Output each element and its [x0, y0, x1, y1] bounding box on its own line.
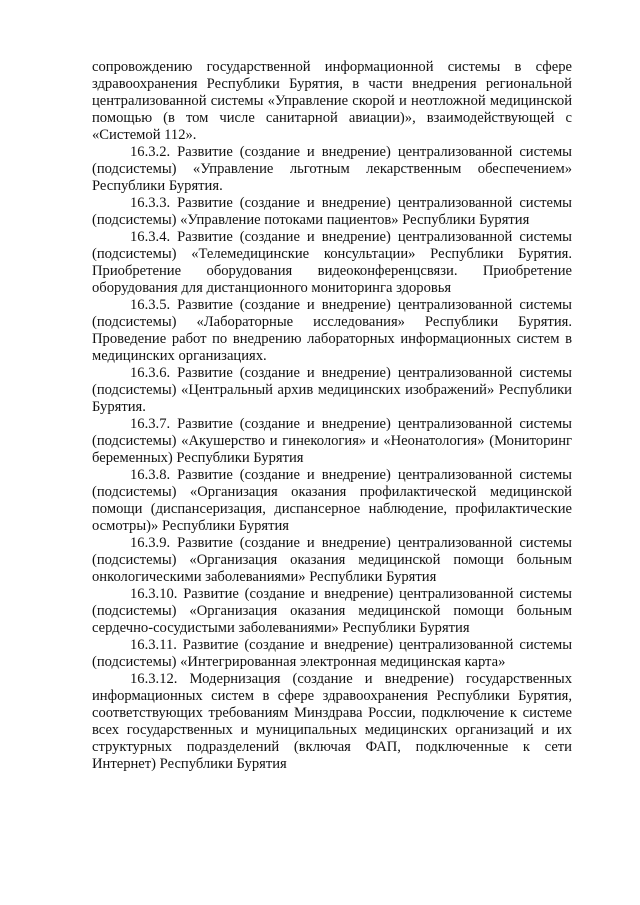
- paragraph-continuation: сопровождению государственной информационной системы в сфере здравоохранения Республики Бурятия, в части внедрения региональной централизованной системы «Управление скорой и неотложной медицинской помощью (в том числе санитарной авиации)», взаимодействующей с «Системой 112».: [92, 59, 572, 143]
- paragraph-16-3-3: 16.3.3. Развитие (создание и внедрение) централизованной системы (подсистемы) «Управление потоками пациентов» Республики Бурятия: [92, 195, 572, 228]
- paragraph-16-3-7: 16.3.7. Развитие (создание и внедрение) централизованной системы (подсистемы) «Акушерство и гинекология» и «Неонатология» (Мониторинг беременных) Республики Бурятия: [92, 416, 572, 466]
- document-page: [92, 59, 572, 773]
- paragraph-16-3-2: 16.3.2. Развитие (создание и внедрение) централизованной системы (подсистемы) «Управление льготным лекарственным обеспечением» Республики Бурятия.: [92, 144, 572, 194]
- paragraph-16-3-4: 16.3.4. Развитие (создание и внедрение) централизованной системы (подсистемы) «Телемедицинские консультации» Республики Бурятия. Приобретение оборудования видеоконференцсвязи. Приобретение оборудования для дистанционного мониторинга здоровья: [92, 229, 572, 296]
- paragraph-16-3-11: 16.3.11. Развитие (создание и внедрение) централизованной системы (подсистемы) «Интегрированная электронная медицинская карта»: [92, 637, 572, 670]
- paragraph-16-3-8: 16.3.8. Развитие (создание и внедрение) централизованной системы (подсистемы) «Организация оказания профилактической медицинской помощи (диспансеризация, диспансерное наблюдение, профилактические осмотры)» Республики Бурятия: [92, 467, 572, 534]
- paragraph-16-3-12: 16.3.12. Модернизация (создание и внедрение) государственных информационных систем в сфере здравоохранения Республики Бурятия, соответствующих требованиям Минздрава России, подключение к системе всех государственных и муниципальных медицинских организаций и их структурных подразделений (включая ФАП, подключенные к сети Интернет) Республики Бурятия: [92, 671, 572, 772]
- paragraph-16-3-10: 16.3.10. Развитие (создание и внедрение) централизованной системы (подсистемы) «Организация оказания медицинской помощи больным сердечно-сосудистыми заболеваниями» Республики Бурятия: [92, 586, 572, 636]
- paragraph-16-3-9: 16.3.9. Развитие (создание и внедрение) централизованной системы (подсистемы) «Организация оказания медицинской помощи больным онкологическими заболеваниями» Республики Бурятия: [92, 535, 572, 585]
- paragraph-16-3-5: 16.3.5. Развитие (создание и внедрение) централизованной системы (подсистемы) «Лабораторные исследования» Республики Бурятия. Проведение работ по внедрению лабораторных информационных систем в медицинских организациях.: [92, 297, 572, 364]
- paragraph-16-3-6: 16.3.6. Развитие (создание и внедрение) централизованной системы (подсистемы) «Центральный архив медицинских изображений» Республики Бурятия.: [92, 365, 572, 415]
